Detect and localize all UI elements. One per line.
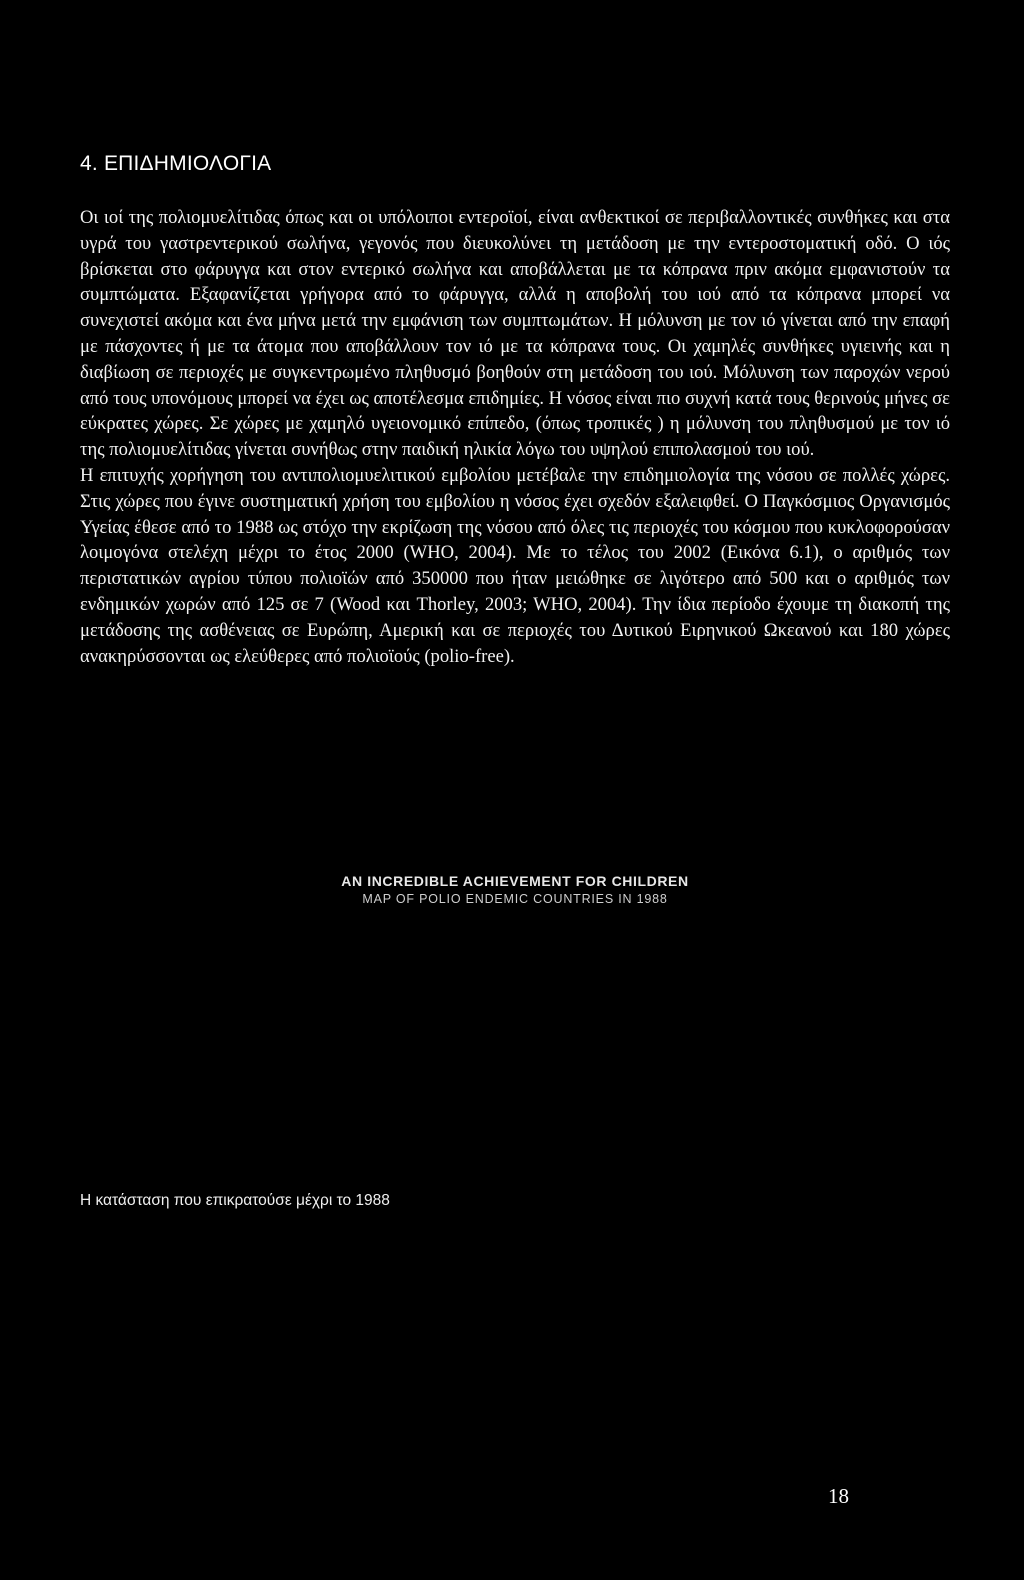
map-image-area — [80, 914, 950, 1194]
figure-subtitle: MAP OF POLIO ENDEMIC COUNTRIES IN 1988 — [362, 892, 668, 906]
body-text — [80, 205, 950, 669]
figure-title: AN INCREDIBLE ACHIEVEMENT FOR CHILDREN — [341, 873, 689, 889]
paragraph-vaccination: Η επιτυχής χορήγηση του αντιπολιομυελιτικού εμβολίου μετέβαλε την επιδημιολογία της νόσου σε πολλές χώρες. Στις χώρες που έγινε συστηματική χρήση του εμβολίου η νόσος έχει σχεδόν εξαλειφθεί. Ο Παγκόσμιος Οργανισμός Υγείας έθεσε από το 1988 ως στόχο την εκρίζωση της νόσου από όλες τις περιοχές του κόσμου που κυκλοφορούσαν λοιμογόνα στελέχη μέχρι το έτος 2000 (WHO, 2004). Με το τέλος του 2002 (Εικόνα 6.1), ο αριθμός των περιστατικών αγρίου τύπου πολιοϊών από 350000 που ήταν μειώθηκε σε λιγότερο από 500 και ο αριθμός των ενδημικών χωρών από 125 σε 7 (Wood και Thorley, 2003; WHO, 2004). Την ίδια περίοδο έχουμε τη διακοπή της μετάδοσης της ασθένειας σε Ευρώπη, Αμερική και σε περιοχές του Δυτικού Ειρηνικού Ωκεανού και 180 χώρες ανακηρύσσονται ως ελεύθερες από πολιοϊούς (polio-free). — [80, 464, 950, 667]
figure-caption: Η κατάσταση που επικρατούσε μέχρι το 1988 — [80, 1192, 390, 1209]
paragraph-transmission: Οι ιοί της πολιομυελίτιδας όπως και οι υπόλοιποι εντεροϊοί, είναι ανθεκτικοί σε περιβαλλοντικές συνθήκες και στα υγρά του γαστρεντερικού σωλήνα, γεγονός που διευκολύνει τη μετάδοση με την εντεροστοματική οδό. Ο ιός βρίσκεται στο φάρυγγα και στον εντερικό σωλήνα και αποβάλλεται με τα κόπρανα πριν ακόμα εμφανιστούν τα συμπτώματα. Εξαφανίζεται γρήγορα από το φάρυγγα, αλλά η αποβολή του ιού από τα κόπρανα μπορεί να συνεχιστεί ακόμα και ένα μήνα μετά την εμφάνιση των συμπτωμάτων. Η μόλυνση με τον ιό γίνεται από την επαφή με πάσχοντες ή με τα άτομα που αποβάλλουν τον ιό με τα κόπρανα τους. Οι χαμηλές συνθήκες υγιεινής και η διαβίωση σε περιοχές με συγκεντρωμένο πληθυσμό βοηθούν στη μετάδοση του ιού. Μόλυνση των παροχών νερού από τους υπονόμους μπορεί να έχει ως αποτέλεσμα επιδημίες. Η νόσος είναι πιο συχνή κατά τους θερινούς μήνες σε εύκρατες χώρες. Σε χώρες με χαμηλό υγειονομικό επίπεδο, (όπως τροπικές ) η μόλυνση του πληθυσμού με τον ιό της πολιομυελίτιδας γίνεται συνήθως στην παιδική ηλικία λόγω του υψηλού επιπολασμού του ιού. — [80, 207, 950, 461]
page-number: 18 — [828, 1484, 849, 1508]
section-heading: 4. ΕΠΙΔΗΜΙΟΛΟΓΙΑ — [80, 152, 272, 175]
figure-polio-map — [80, 872, 950, 1202]
